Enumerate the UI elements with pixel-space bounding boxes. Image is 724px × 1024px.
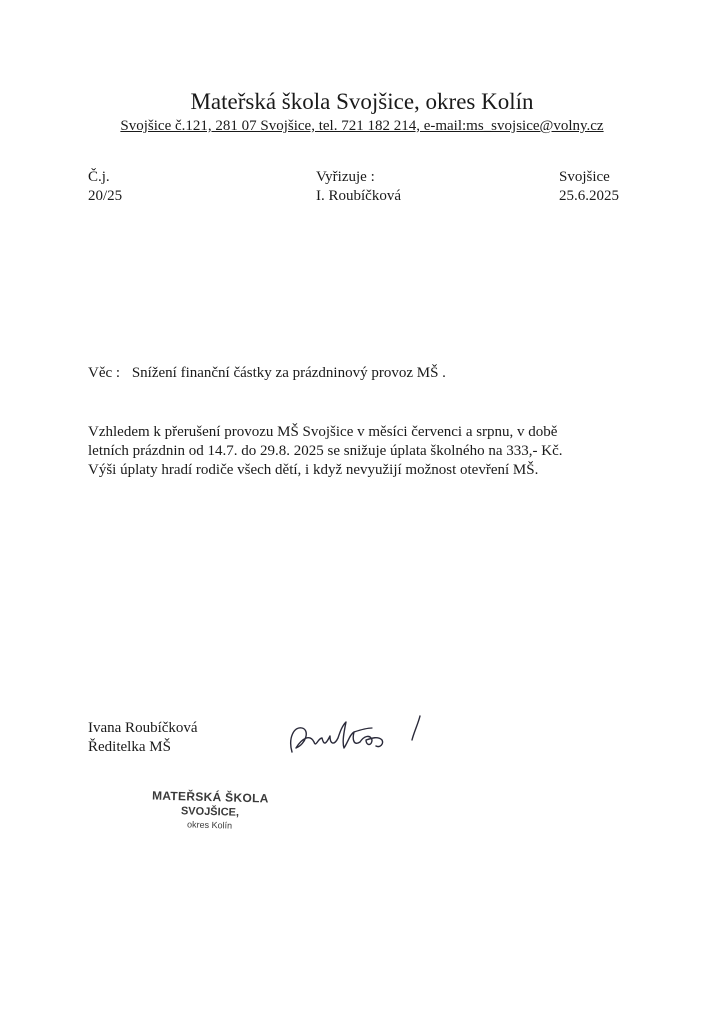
handler-block — [316, 168, 401, 206]
place: Svojšice — [559, 169, 610, 185]
subject-line — [88, 364, 446, 383]
letterhead-address: Svojšice č.121, 281 07 Svojšice, tel. 721 182 214, e-mail:ms_svojsice@volny.cz — [120, 118, 604, 134]
reference-number-label: Č.j. — [88, 169, 110, 185]
school-stamp — [129, 788, 290, 833]
letter-body — [88, 423, 648, 480]
letterhead-title: Mateřská škola Svojšice, okres Kolín — [190, 89, 534, 114]
reference-number-value: 20/25 — [88, 188, 123, 204]
handler-name: I. Roubíčková — [316, 188, 401, 204]
subject-label: Věc : — [88, 365, 121, 381]
subject-text: Snížení finanční částky za prázdninový provoz MŠ . — [131, 365, 446, 381]
stamp-line-3: okres Kolín — [186, 819, 233, 831]
stamp-line-1: MATEŘSKÁ ŠKOLA — [151, 788, 269, 806]
reference-number-block — [88, 168, 122, 206]
place-date-block — [559, 168, 619, 206]
handwritten-signature — [280, 708, 440, 764]
body-line: letních prázdnin od 14.7. do 29.8. 2025 se snižuje úplata školného na 333,- Kč. — [88, 443, 563, 459]
date: 25.6.2025 — [559, 188, 619, 204]
stamp-line-2: SVOJŠICE, — [180, 805, 240, 819]
body-line: Výši úplaty hradí rodiče všech dětí, i když nevyužijí možnost otevření MŠ. — [88, 462, 539, 478]
signer-block — [88, 719, 198, 757]
signer-name: Ivana Roubíčková — [88, 720, 198, 736]
signer-role: Ředitelka MŠ — [88, 739, 171, 755]
body-line: Vzhledem k přerušení provozu MŠ Svojšice v měsíci červenci a srpnu, v době — [88, 424, 558, 440]
handler-label: Vyřizuje : — [316, 169, 375, 185]
